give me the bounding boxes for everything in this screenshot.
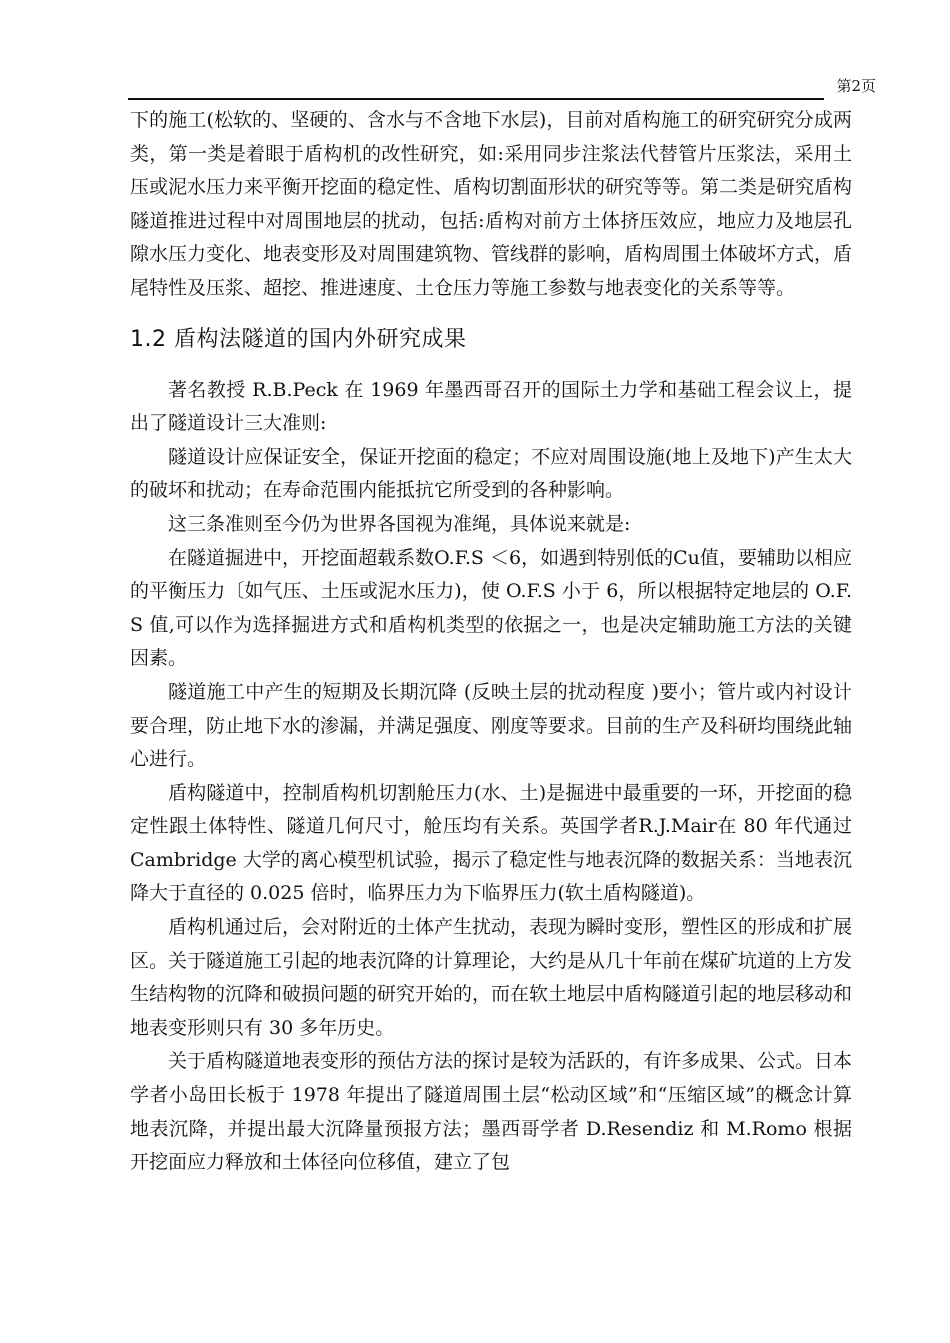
paragraph-principles-standard: 这三条准则至今仍为世界各国视为准绳，具体说来就是: <box>168 512 631 535</box>
intro-paragraph: 下的施工(松软的、坚硬的、含水与不含地下水层)，目前对盾构施工的研究研究分成两类，第一类是着眼于盾构机的改性研究，如:采用同步注浆法代替管片压浆法，采用土压或泥水压力来平衡开挖面的稳定性、盾构切割面形状的研究等等。第二类是研究盾构隧道推进过程中对周围地层的扰动，包括:盾构对前方土体挤压效应，地应力及地层孔隙水压力变化、地表变形及对周围建筑物、管线群的影响，盾构周围土体破坏方式，盾尾特性及压浆、超挖、推进速度、土仓压力等施工参数与地表变化的关系等等。 <box>130 109 853 299</box>
header-rule <box>128 98 824 100</box>
paragraph-disturbance: 盾构机通过后，会对附近的土体产生扰动，表现为瞬时变形，塑性区的形成和扩展区。关于隧道施工引起的地表沉降的计算理论，大约是从几十年前在煤矿坑道的上方发生结构物的沉降和破损问题的研究开始的，而在软土地层中盾构隧道引起的地层移动和地表变形则只有 30 多年历史。 <box>130 916 853 1039</box>
section-heading: 1.2 盾构法隧道的国内外研究成果 <box>130 326 467 352</box>
paragraph-peck-intro: 著名教授 R.B.Peck 在 1969 年墨西哥召开的国际土力学和基础工程会议上，提出了隧道设计三大准则: <box>130 378 852 435</box>
paragraph-overload-factor: 在隧道掘进中，开挖面超载系数O.F.S ＜6，如遇到特别低的Cu值，要辅助以相应的平衡压力〔如气压、土压或泥水压力)，使 O.F.S 小于 6，所以根据特定地层的 O.F.S 值,可以作为选择掘进方式和盾构机类型的依据之一，也是决定辅助施工方法的关键因素。 <box>130 546 852 670</box>
paragraph-settlement: 隧道施工中产生的短期及长期沉降 (反映土层的扰动程度 )要小；管片或内衬设计要合理，防止地下水的渗漏，并满足强度、刚度等要求。目前的生产及科研均围绕此轴心进行。 <box>130 680 853 771</box>
paragraph-chamber-pressure: 盾构隧道中，控制盾构机切割舱压力(水、土)是掘进中最重要的一环，开挖面的稳定性跟土体特性、隧道几何尺寸，舱压均有关系。英国学者R.J.Mair在 80 年代通过 Cambridge 大学的离心模型机试验，揭示了稳定性与地表沉降的数据关系：当地表沉降大于直径的 0.025 倍时，临界压力为下临界压力(软土盾构隧道)。 <box>130 781 852 905</box>
paragraph-prediction-methods: 关于盾构隧道地表变形的预估方法的探讨是较为活跃的，有许多成果、公式。日本学者小岛田长板于 1978 年提出了隧道周围土层“松动区域”和“压缩区域”的概念计算地表沉降，并提出最大沉降量预报方法；墨西哥学者 D.Resendiz 和 M.Romo 根据开挖面应力释放和土体径向位移值，建立了包 <box>130 1050 853 1174</box>
document-body <box>130 104 852 1180</box>
paragraph-design-principles: 隧道设计应保证安全，保证开挖面的稳定；不应对周围设施(地上及地下)产生太大的破坏和扰动；在寿命范围内能抵抗它所受到的各种影响。 <box>130 445 852 502</box>
page-number: 第2页 <box>836 77 876 95</box>
